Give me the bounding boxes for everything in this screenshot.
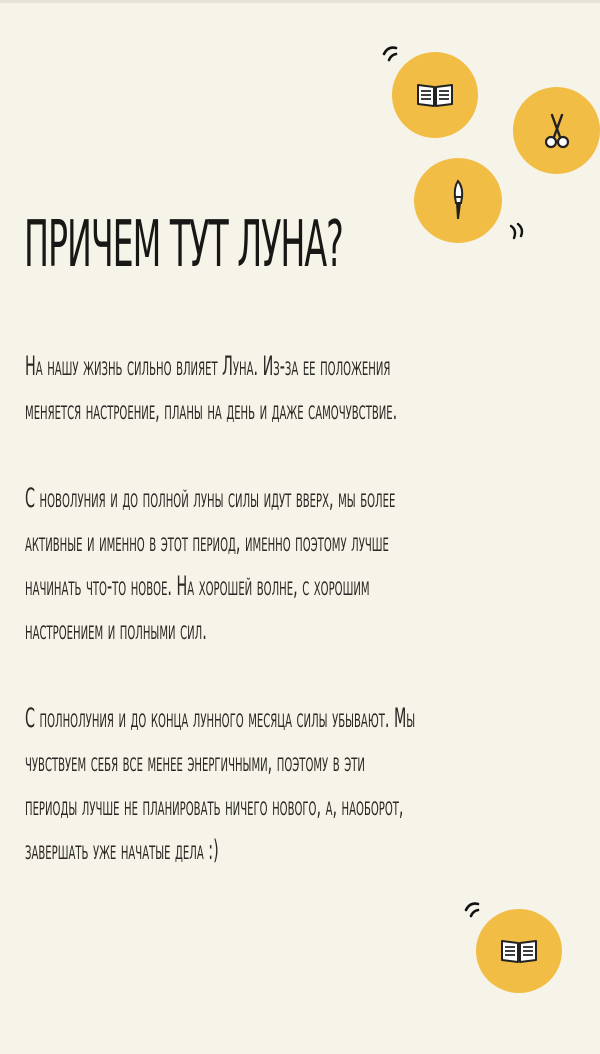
book-icon [499, 937, 539, 965]
scissors-icon-badge [513, 87, 600, 174]
text-line: На нашу жизнь сильно влияет Луна. Из-за ее положения [25, 351, 391, 382]
text-line: завершать уже начатые дела :) [25, 835, 219, 866]
text-line: начинать что-то новое. На хорошей волне, с хорошим [25, 571, 370, 602]
book-icon-badge-bottom [476, 909, 562, 993]
text-line: периоды лучше не планировать ничего нового, а, наоборот, [25, 791, 404, 822]
paragraph-3 [25, 697, 566, 873]
scissors-icon [542, 111, 572, 151]
text-line: С полнолуния и до конца лунного месяца силы убывают. Мы [25, 703, 416, 734]
text-line: чувствуем себя все менее энергичными, поэтому в эти [25, 747, 365, 778]
paragraph-1 [25, 345, 566, 433]
brush-icon-badge [414, 158, 502, 243]
text-line: меняется настроение, планы на день и даже самочувствие. [25, 395, 398, 426]
book-icon [415, 81, 455, 109]
sparkle-doodle-right [505, 220, 531, 244]
brush-icon [447, 179, 469, 223]
page-title: ПРИЧЕМ ТУТ ЛУНА? [24, 208, 343, 282]
top-divider [0, 0, 600, 3]
text-line: С новолуния и до полной луны силы идут вверх, мы более [25, 483, 396, 514]
sparkle-doodle-bottom [462, 898, 492, 924]
book-icon-badge [392, 52, 478, 138]
text-line: настроением и полными сил. [25, 615, 207, 646]
paragraph-2 [25, 477, 566, 653]
text-line: активные и именно в этот период, именно поэтому лучше [25, 527, 389, 558]
